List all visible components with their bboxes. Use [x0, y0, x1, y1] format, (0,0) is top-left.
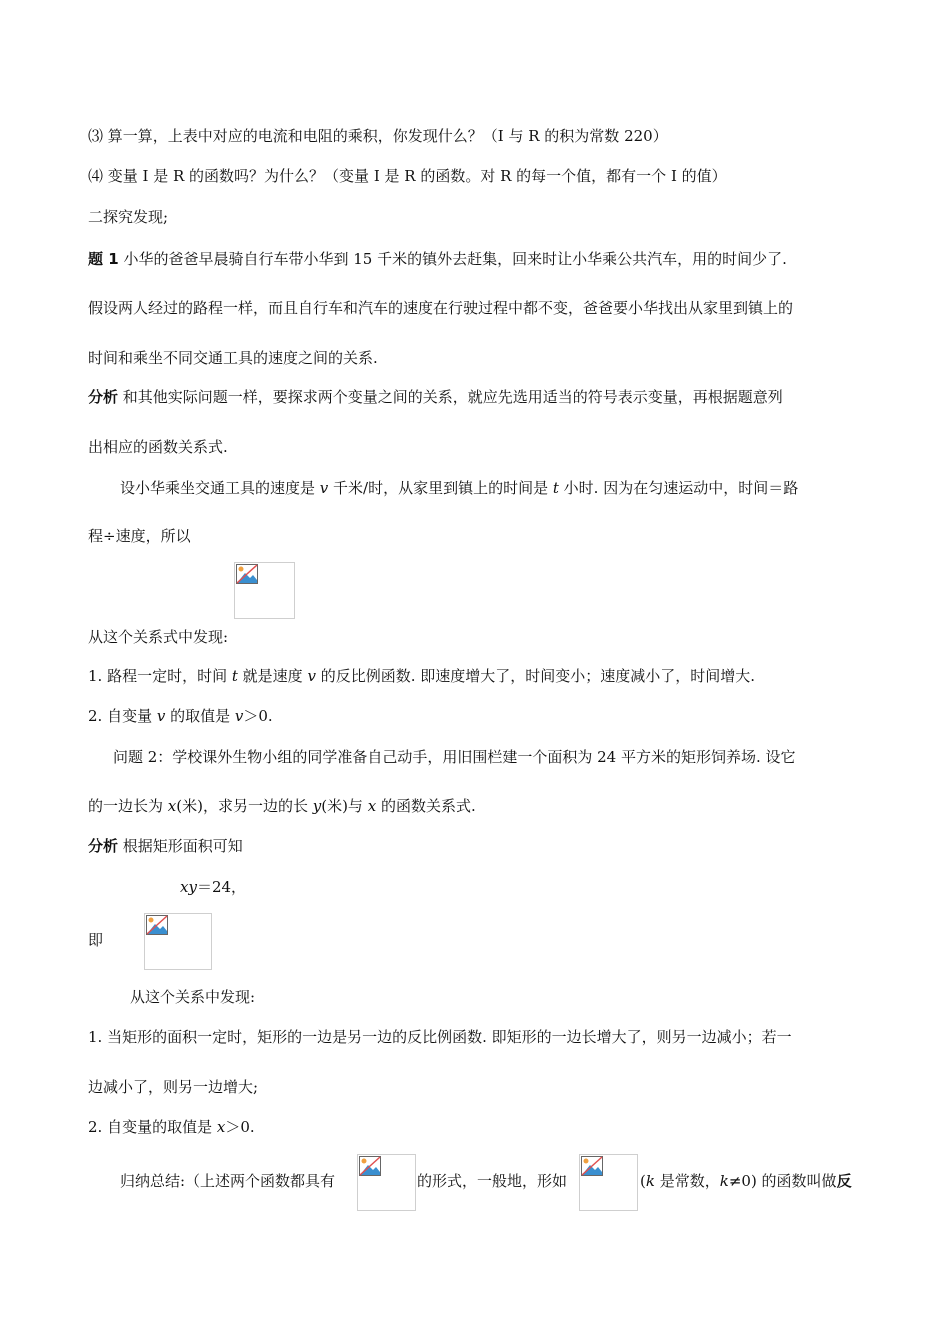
text-line: 归纳总结:（上述两个函数都具有 [120, 1172, 336, 1190]
analysis-line [88, 387, 783, 407]
text-line [88, 1117, 255, 1137]
text-line: 即 [88, 931, 104, 949]
text-span: 是常数， [654, 1172, 720, 1190]
question-text: 小华的爸爸早晨骑自行车带小华到 15 千米的镇外去赶集，回来时让小华乘公共汽车，用的时间少了. [123, 250, 787, 268]
text-span: 的函数关系式. [376, 797, 476, 815]
bold-term: 反 [836, 1172, 852, 1190]
analysis-label: 分析 [88, 837, 119, 855]
text-line: 程÷速度，所以 [88, 527, 191, 545]
text-line [88, 666, 755, 686]
text-span: ( [640, 1172, 646, 1190]
var-t: t [552, 479, 559, 497]
text-span: (米)，求另一边的长 [176, 797, 313, 815]
text-line: 1. 当矩形的面积一定时，矩形的一边是另一边的反比例函数. 即矩形的一边长增大了，则另一边减小；若一 [88, 1028, 792, 1046]
text-line [120, 478, 798, 498]
text-span: 的取值是 [165, 707, 235, 725]
formula-image [234, 562, 295, 619]
text-span: ≠0) 的函数叫做 [728, 1172, 837, 1190]
text-line [88, 796, 476, 816]
equation [180, 877, 246, 897]
text-span: 小时. 因为在匀速运动中，时间＝路 [558, 479, 799, 497]
text-span: 设小华乘坐交通工具的速度是 [120, 479, 320, 497]
text-span: 就是速度 [237, 667, 308, 685]
analysis-text: 根据矩形面积可知 [122, 837, 243, 855]
question-1-line [88, 249, 787, 269]
var-t: t [231, 667, 238, 685]
text-line [88, 706, 273, 726]
var-y: y [312, 797, 322, 815]
var-x: x [367, 797, 377, 815]
text-span: 的一边长为 [88, 797, 168, 815]
var-xy: xy [180, 878, 197, 896]
text-span: ＞0. [225, 1118, 255, 1136]
text-span: 千米/时，从家里到镇上的时间是 [328, 479, 553, 497]
question-label: 题 1 [88, 250, 119, 268]
text-line: 的形式，一般地，形如 [417, 1172, 568, 1190]
text-line [640, 1171, 852, 1191]
analysis-label: 分析 [88, 388, 119, 406]
var-v: v [156, 707, 166, 725]
text-line: 问题 2：学校课外生物小组的同学准备自己动手，用旧围栏建一个面积为 24 平方米的矩形饲养场. 设它 [113, 748, 796, 766]
text-line: 时间和乘坐不同交通工具的速度之间的关系. [88, 349, 378, 367]
text-span: ＞0. [243, 707, 273, 725]
text-span: (米)与 [321, 797, 368, 815]
text-line: 从这个关系式中发现: [88, 628, 229, 646]
var-x: x [167, 797, 177, 815]
broken-image-icon [236, 564, 258, 584]
var-v: v [307, 667, 316, 685]
broken-image-icon [359, 1156, 381, 1176]
var-k: k [719, 1172, 729, 1190]
var-x: x [216, 1118, 226, 1136]
text-line: 出相应的函数关系式. [88, 438, 228, 456]
broken-image-icon [581, 1156, 603, 1176]
text-span: ＝24， [196, 878, 247, 896]
formula-image [144, 913, 212, 970]
text-line: 边减小了，则另一边增大; [88, 1078, 259, 1096]
var-v: v [234, 707, 244, 725]
analysis-text: 和其他实际问题一样，要探求两个变量之间的关系，就应先选用适当的符号表示变量，再根据题意列 [122, 388, 783, 406]
var-v: v [319, 479, 329, 497]
text-line: ⑷ 变量 I 是 R 的函数吗？为什么？（变量 I 是 R 的函数。对 R 的每一个值，都有一个 I 的值） [88, 167, 727, 185]
formula-image [579, 1154, 638, 1211]
var-k: k [645, 1172, 655, 1190]
text-span: 的反比例函数. 即速度增大了，时间变小；速度减小了，时间增大. [315, 667, 755, 685]
text-span: 2. 自变量的取值是 [88, 1118, 217, 1136]
text-span: 1. 路程一定时，时间 [88, 667, 232, 685]
text-span: 2. 自变量 [88, 707, 157, 725]
text-line: ⑶ 算一算，上表中对应的电流和电阻的乘积，你发现什么？（I 与 R 的积为常数 220） [88, 127, 668, 145]
formula-image [357, 1154, 416, 1211]
broken-image-icon [146, 915, 168, 935]
text-line: 假设两人经过的路程一样，而且自行车和汽车的速度在行驶过程中都不变，爸爸要小华找出从家里到镇上的 [88, 299, 794, 317]
section-heading: 二探究发现; [88, 208, 169, 226]
text-line: 从这个关系中发现: [130, 988, 256, 1006]
analysis-line [88, 836, 243, 856]
